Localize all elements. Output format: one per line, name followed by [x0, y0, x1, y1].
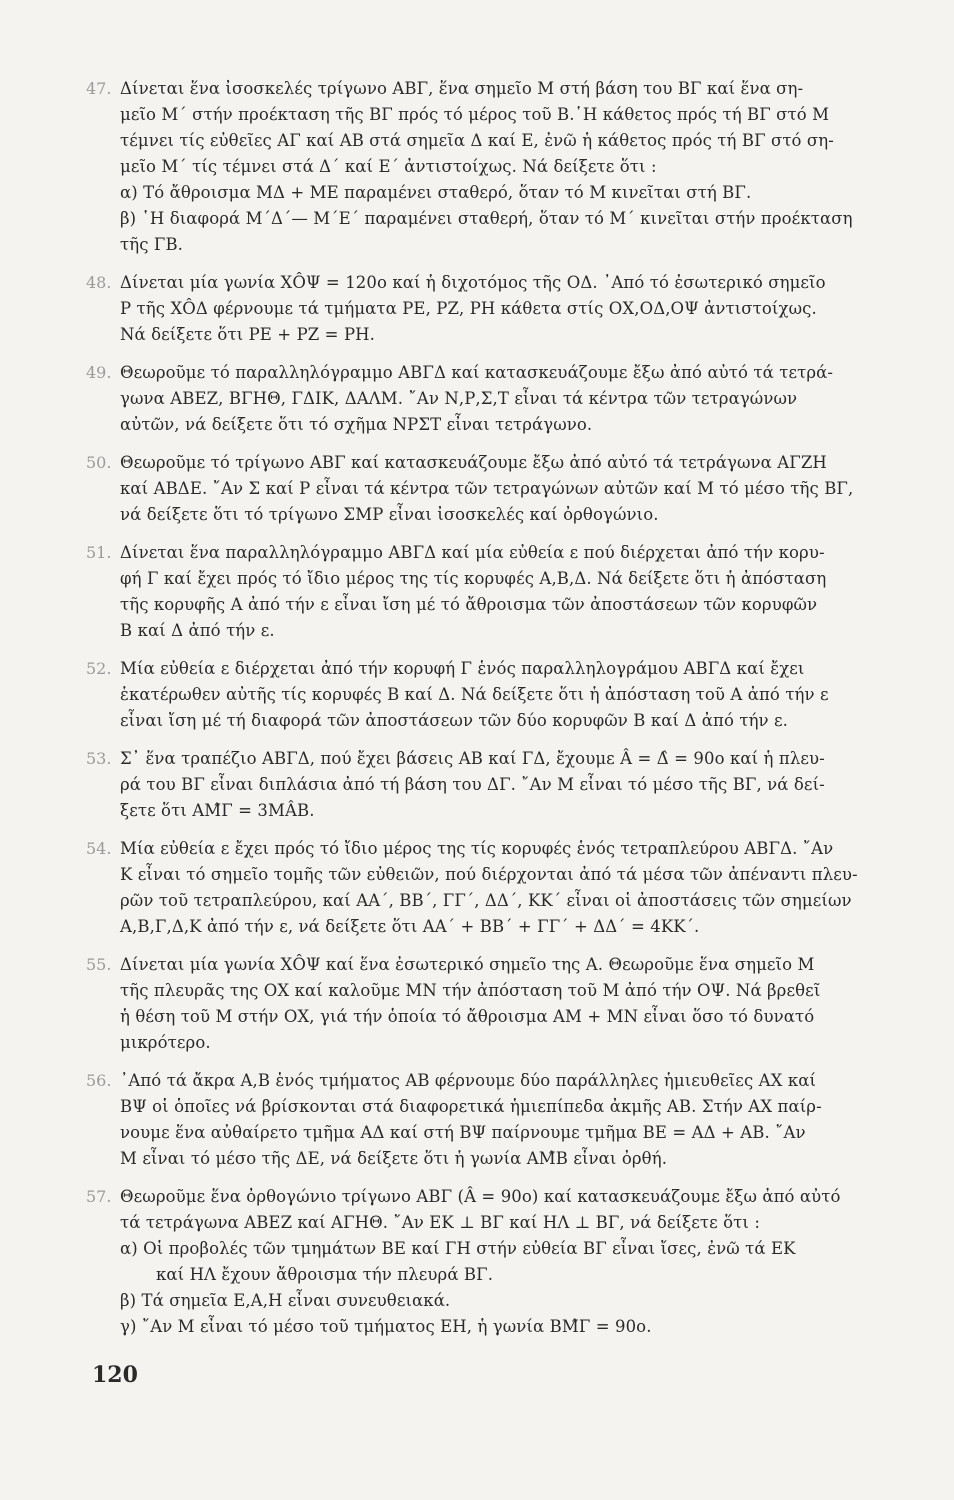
exercise-text-line: φή Γ καί ἔχει πρός τό ἴδιο μέρος της τίς κορυφές Α,Β,Δ. Νά δείξετε ὅτι ἡ ἀπόσταση [120, 569, 827, 588]
exercise-text-line: αὐτῶν, νά δείξετε ὅτι τό σχῆμα ΝΡΣΤ εἶναι τετράγωνο. [120, 415, 593, 434]
exercise-text-line: Ρ τῆς ΧÔΔ φέρνουμε τά τμήματα ΡΕ, ΡΖ, ΡΗ κάθετα στίς ΟΧ,ΟΔ,ΟΨ ἀντιστοίχως. [120, 299, 817, 318]
exercise-text-line: ἑκατέρωθεν αὐτῆς τίς κορυφές Β καί Δ. Νά δείξετε ὅτι ἡ ἀπόσταση τοῦ Α ἀπό τήν ε [120, 685, 829, 704]
exercise-text-line: Σ᾽ ἕνα τραπέζιο ΑΒΓΔ, πού ἔχει βάσεις ΑΒ καί ΓΔ, ἔχουμε Â = Δ̂ = 90ο καί ἡ πλευ- [120, 749, 825, 768]
exercise-number: 56. [86, 1071, 112, 1090]
exercise-text-line: Θεωροῦμε ἕνα ὀρθογώνιο τρίγωνο ΑΒΓ (Â = 90ο) καί κατασκευάζουμε ἔξω ἀπό αὐτό [120, 1187, 841, 1206]
exercise-text-line: β) Τά σημεῖα Ε,Α,Η εἶναι συνευθειακά. [120, 1291, 451, 1310]
exercise-number: 47. [86, 79, 112, 98]
exercise-text-line: νουμε ἕνα αὐθαίρετο τμῆμα ΑΔ καί στή ΒΨ παίρνουμε τμῆμα ΒΕ = ΑΔ + ΑΒ. ῎Αν [120, 1123, 806, 1142]
exercise-number: 54. [86, 839, 112, 858]
exercise-text-line: Δίνεται μία γωνία ΧÔΨ = 120ο καί ἡ διχοτόμος τῆς ΟΔ. ᾽Από τό ἐσωτερικό σημεῖο [120, 273, 826, 292]
exercise-number: 50. [86, 453, 112, 472]
exercise-47 [86, 76, 906, 258]
exercise-48 [86, 270, 906, 348]
exercise-text-line: μικρότερο. [120, 1033, 211, 1052]
exercise-text-line: Κ εἶναι τό σημεῖο τομῆς τῶν εὐθειῶν, πού διέρχονται ἀπό τά μέσα τῶν ἀπέναντι πλευ- [120, 865, 858, 884]
exercise-text-line: τέμνει τίς εὐθεῖες ΑΓ καί ΑΒ στά σημεῖα Δ καί Ε, ἐνῶ ἡ κάθετος πρός τή ΒΓ στό ση- [120, 131, 834, 150]
exercise-text-line: μεῖο Μ΄ τίς τέμνει στά Δ΄ καί Ε΄ ἀντιστοίχως. Νά δείξετε ὅτι : [120, 157, 657, 176]
exercise-text-line: τά τετράγωνα ΑΒΕΖ καί ΑΓΗΘ. ῎Αν ΕΚ ⊥ ΒΓ καί ΗΛ ⊥ ΒΓ, νά δείξετε ὅτι : [120, 1213, 760, 1232]
exercise-55 [86, 952, 906, 1056]
exercise-text-line: ρά του ΒΓ εἶναι διπλάσια ἀπό τή βάση του ΔΓ. ῎Αν Μ εἶναι τό μέσο τῆς ΒΓ, νά δεί- [120, 775, 825, 794]
exercise-text-line: α) Οἱ προβολές τῶν τμημάτων ΒΕ καί ΓΗ στήν εὐθεία ΒΓ εἶναι ἴσες, ἐνῶ τά ΕΚ [120, 1239, 796, 1258]
exercise-text-line: ᾽Από τά ἄκρα Α,Β ἑνός τμήματος ΑΒ φέρνουμε δύο παράλληλες ἡμιευθεῖες ΑΧ καί [120, 1071, 817, 1090]
exercise-text-line: τῆς κορυφῆς Α ἀπό τήν ε εἶναι ἴση μέ τό ἄθροισμα τῶν ἀποστάσεων τῶν κορυφῶν [120, 595, 818, 614]
exercise-text-line: Μία εὐθεία ε ἔχει πρός τό ἴδιο μέρος της τίς κορυφές ἑνός τετραπλεύρου ΑΒΓΔ. ῎Αν [120, 839, 834, 858]
exercise-text-line: Μία εὐθεία ε διέρχεται ἀπό τήν κορυφή Γ ἑνός παραλληλογράμου ΑΒΓΔ καί ἔχει [120, 659, 805, 678]
exercise-text-line: Θεωροῦμε τό τρίγωνο ΑΒΓ καί κατασκευάζουμε ἔξω ἀπό αὐτό τά τετράγωνα ΑΓΖΗ [120, 453, 827, 472]
exercise-text-line: καί ΗΛ ἔχουν ἄθροισμα τήν πλευρά ΒΓ. [156, 1265, 494, 1284]
exercise-number: 49. [86, 363, 112, 382]
exercise-number: 48. [86, 273, 112, 292]
exercise-text-line: Δίνεται ἕνα ἰσοσκελές τρίγωνο ΑΒΓ, ἕνα σημεῖο Μ στή βάση του ΒΓ καί ἕνα ση- [120, 79, 804, 98]
exercise-text-line: τῆς ΓΒ. [120, 235, 184, 254]
exercise-text-line: Δίνεται μία γωνία ΧÔΨ καί ἕνα ἐσωτερικό σημεῖο της Α. Θεωροῦμε ἕνα σημεῖο Μ [120, 955, 815, 974]
exercise-text-line: εἶναι ἴση μέ τή διαφορά τῶν ἀποστάσεων τῶν δύο κορυφῶν Β καί Δ ἀπό τήν ε. [120, 711, 789, 730]
exercise-text-line: Α,Β,Γ,Δ,Κ ἀπό τήν ε, νά δείξετε ὅτι ΑΑ΄ + ΒΒ΄ + ΓΓ΄ + ΔΔ΄ = 4ΚΚ΄. [120, 917, 700, 936]
exercise-number: 51. [86, 543, 112, 562]
exercise-text-line: Θεωροῦμε τό παραλληλόγραμμο ΑΒΓΔ καί κατασκευάζουμε ἔξω ἀπό αὐτό τά τετρά- [120, 363, 834, 382]
exercise-text-line: μεῖο Μ΄ στήν προέκταση τῆς ΒΓ πρός τό μέρος τοῦ Β.῾Η κάθετος πρός τή ΒΓ στό Μ [120, 105, 830, 124]
exercise-text-line: νά δείξετε ὅτι τό τρίγωνο ΣΜΡ εἶναι ἰσοσκελές καί ὀρθογώνιο. [120, 505, 659, 524]
exercise-51 [86, 540, 906, 644]
exercise-57 [86, 1184, 906, 1340]
exercise-number: 52. [86, 659, 112, 678]
exercise-text-line: ξετε ὅτι ΑΜ̂Γ = 3ΜÂΒ. [120, 801, 315, 820]
exercise-54 [86, 836, 906, 940]
exercise-text-line: α) Τό ἄθροισμα ΜΔ + ΜΕ παραμένει σταθερό, ὅταν τό Μ κινεῖται στή ΒΓ. [120, 183, 752, 202]
exercise-49 [86, 360, 906, 438]
exercise-list [86, 76, 906, 1352]
exercise-50 [86, 450, 906, 528]
exercise-52 [86, 656, 906, 734]
exercise-56 [86, 1068, 906, 1172]
exercise-number: 57. [86, 1187, 112, 1206]
exercise-text-line: ἡ θέση τοῦ Μ στήν ΟΧ, γιά τήν ὁποία τό ἄθροισμα ΑΜ + ΜΝ εἶναι ὅσο τό δυνατό [120, 1007, 815, 1026]
exercise-text-line: ΒΨ οἱ ὁποῖες νά βρίσκονται στά διαφορετικά ἡμιεπίπεδα ἀκμῆς ΑΒ. Στήν ΑΧ παίρ- [120, 1097, 822, 1116]
exercise-text-line: καί ΑΒΔΕ. ῎Αν Σ καί Ρ εἶναι τά κέντρα τῶν τετραγώνων αὐτῶν καί Μ τό μέσο τῆς ΒΓ, [120, 479, 854, 498]
exercise-text-line: β) ῾Η διαφορά Μ΄Δ΄— Μ΄Ε΄ παραμένει σταθερή, ὅταν τό Μ΄ κινεῖται στήν προέκταση [120, 209, 853, 228]
exercise-text-line: γ) ῎Αν Μ εἶναι τό μέσο τοῦ τμήματος ΕΗ, ἡ γωνία ΒΜ̂Γ = 90ο. [120, 1317, 652, 1336]
exercise-number: 55. [86, 955, 112, 974]
exercise-text-line: Μ εἶναι τό μέσο τῆς ΔΕ, νά δείξετε ὅτι ἡ γωνία ΑΜ̂Β εἶναι ὀρθή. [120, 1149, 668, 1168]
exercise-text-line: ρῶν τοῦ τετραπλεύρου, καί ΑΑ΄, ΒΒ΄, ΓΓ΄, ΔΔ΄, ΚΚ΄ εἶναι οἱ ἀποστάσεις τῶν σημείων [120, 891, 852, 910]
exercise-text-line: Β καί Δ ἀπό τήν ε. [120, 621, 275, 640]
exercise-number: 53. [86, 749, 112, 768]
exercise-53 [86, 746, 906, 824]
page-number: 120 [92, 1362, 138, 1388]
exercise-text-line: τῆς πλευρᾶς της ΟΧ καί καλοῦμε ΜΝ τήν ἀπόσταση τοῦ Μ ἀπό τήν ΟΨ. Νά βρεθεῖ [120, 981, 821, 1000]
exercise-text-line: Νά δείξετε ὅτι ΡΕ + ΡΖ = ΡΗ. [120, 325, 375, 344]
exercise-text-line: Δίνεται ἕνα παραλληλόγραμμο ΑΒΓΔ καί μία εὐθεία ε πού διέρχεται ἀπό τήν κορυ- [120, 543, 825, 562]
exercise-text-line: γωνα ΑΒΕΖ, ΒΓΗΘ, ΓΔΙΚ, ΔΑΛΜ. ῎Αν Ν,Ρ,Σ,Τ εἶναι τά κέντρα τῶν τετραγώνων [120, 389, 798, 408]
